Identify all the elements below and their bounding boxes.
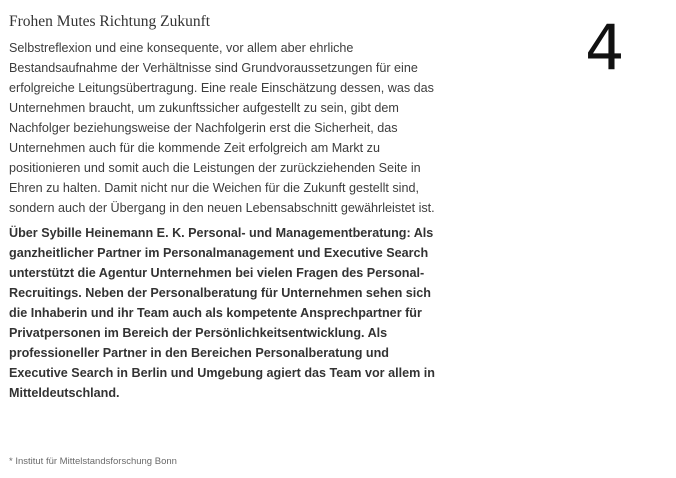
footnote: * Institut für Mittelstandsforschung Bonn — [9, 456, 177, 467]
article-paragraph-about: Über Sybille Heinemann E. K. Personal- und Managementberatung: Als ganzheitlicher Partner im Personalmanagement und Executive Search unterstützt die Agentur Unternehmen bei vielen Fragen des Personal-Recruitings. Neben der Personalberatung für Unternehmen sehen sich die Inhaberin und ihr Team auch als kompetente Ansprechpartner für Privatpersonen im Bereich der Persönlichkeitsentwicklung. Als professioneller Partner in den Bereichen Personalberatung und Executive Search in Berlin und Umgebung agiert das Team vor allem in Mitteldeutschland. — [9, 226, 435, 400]
page-number: 4 — [585, 11, 625, 84]
article — [9, 12, 447, 403]
article-paragraph-intro: Selbstreflexion und eine konsequente, vor allem aber ehrliche Bestandsaufnahme der Verhältnisse sind Grundvoraussetzungen für eine erfolgreiche Leitungsübertragung. Eine reale Einschätzung dessen, was das Unternehmen braucht, um zukunftssicher aufgestellt zu sein, gibt dem Nachfolger beziehungsweise der Nachfolgerin erst die Sicherheit, das Unternehmen auch für die kommende Zeit erfolgreich am Markt zu positionieren und somit auch die Leistungen der zurückziehenden Seite in Ehren zu halten. Damit nicht nur die Weichen für die Zukunft gestellt sind, sondern auch der Übergang in den neuen Lebensabschnitt gewährleistet ist. — [9, 41, 435, 215]
article-headline: Frohen Mutes Richtung Zukunft — [9, 13, 211, 30]
